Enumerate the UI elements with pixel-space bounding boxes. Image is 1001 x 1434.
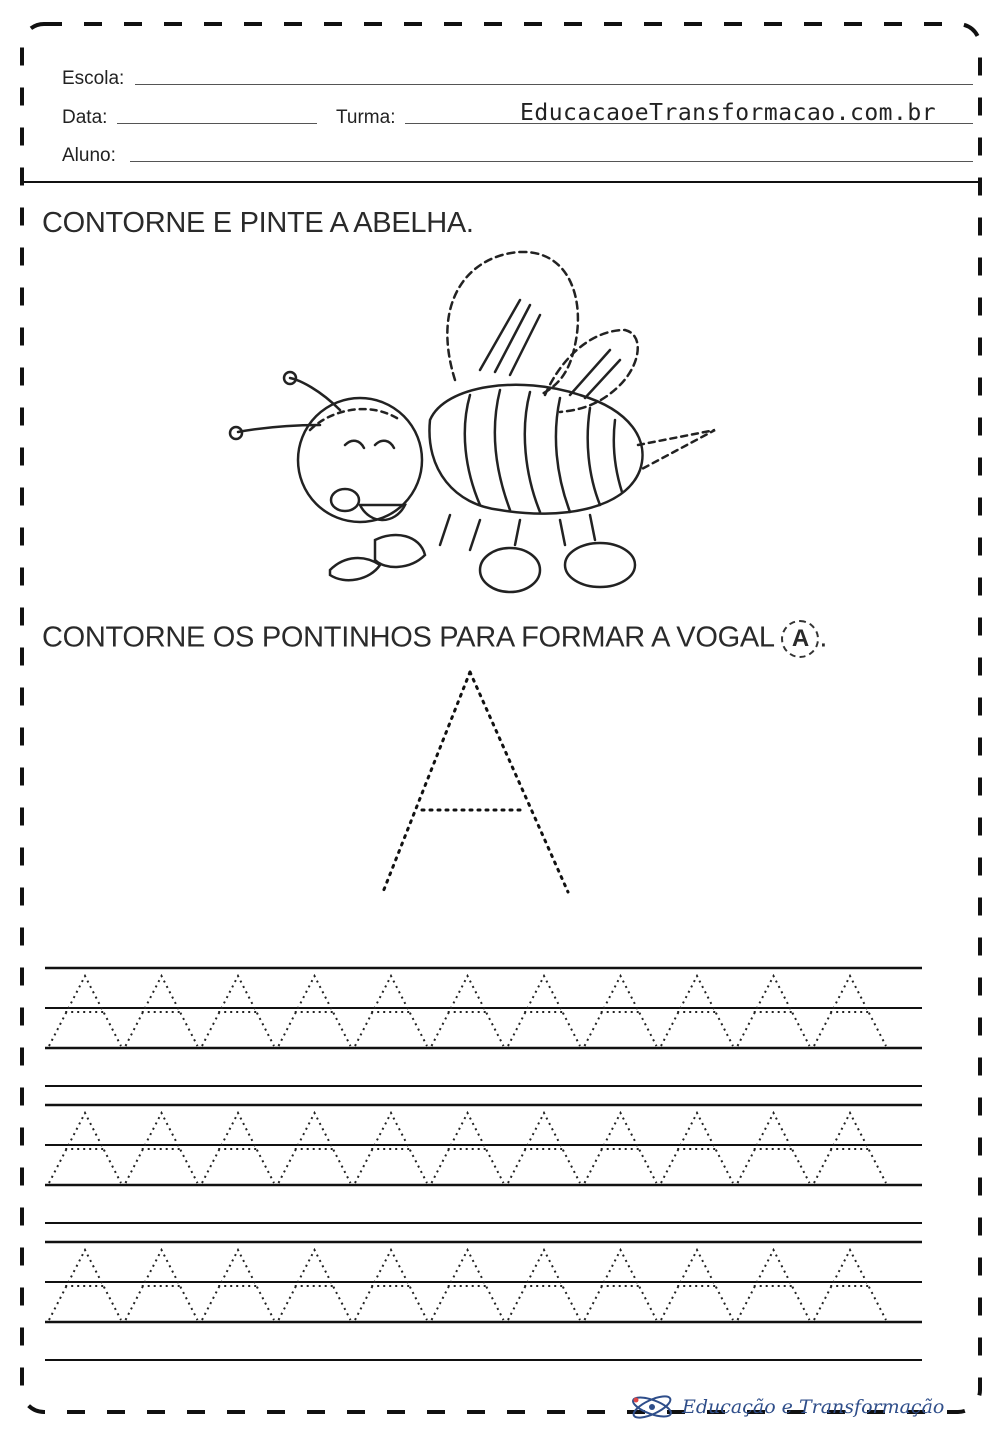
- dotted-letter-a[interactable]: [738, 976, 810, 1046]
- instruction-bee: CONTORNE E PINTE A ABELHA.: [42, 207, 474, 239]
- dotted-letter-a[interactable]: [279, 976, 351, 1046]
- dotted-letter-a[interactable]: [814, 1250, 886, 1320]
- dotted-letter-a[interactable]: [814, 976, 886, 1046]
- dotted-letter-a[interactable]: [814, 1113, 886, 1183]
- dotted-letter-a[interactable]: [126, 976, 198, 1046]
- dotted-letter-a[interactable]: [202, 1113, 274, 1183]
- dotted-letter-a[interactable]: [355, 1113, 427, 1183]
- dotted-letter-a[interactable]: [279, 1113, 351, 1183]
- website-url: EducacaoeTransformacao.com.br: [520, 100, 937, 126]
- dotted-letter-a[interactable]: [661, 1113, 733, 1183]
- dotted-letter-a[interactable]: [49, 976, 121, 1046]
- dotted-letter-a[interactable]: [49, 1113, 121, 1183]
- dotted-letter-a[interactable]: [661, 976, 733, 1046]
- dotted-letter-a[interactable]: [202, 1250, 274, 1320]
- dotted-letter-a[interactable]: [738, 1250, 810, 1320]
- dotted-letter-a[interactable]: [126, 1113, 198, 1183]
- practice-row[interactable]: [45, 1242, 922, 1360]
- dotted-letter-a[interactable]: [585, 1250, 657, 1320]
- dotted-letter-a[interactable]: [508, 1113, 580, 1183]
- instruction-period: .: [819, 621, 828, 654]
- dotted-letter-a[interactable]: [738, 1113, 810, 1183]
- instruction-vowel-text: CONTORNE OS PONTINHOS PARA FORMAR A VOGAL: [42, 621, 774, 654]
- dotted-letter-a[interactable]: [355, 1250, 427, 1320]
- dotted-letter-a[interactable]: [355, 976, 427, 1046]
- dotted-letter-a[interactable]: [585, 976, 657, 1046]
- practice-row[interactable]: [45, 1105, 922, 1223]
- dotted-letter-a[interactable]: [508, 976, 580, 1046]
- class-label: Turma:: [336, 107, 396, 128]
- dotted-letter-a[interactable]: [279, 1250, 351, 1320]
- dotted-letter-a[interactable]: [49, 1250, 121, 1320]
- dotted-letter-a[interactable]: [432, 1250, 504, 1320]
- student-label: Aluno:: [62, 145, 116, 166]
- dotted-letter-a[interactable]: [585, 1113, 657, 1183]
- dotted-letter-a[interactable]: [508, 1250, 580, 1320]
- dotted-letter-a[interactable]: [202, 976, 274, 1046]
- dotted-letter-a[interactable]: [661, 1250, 733, 1320]
- vowel-badge: A: [781, 620, 819, 658]
- footer-brand: [630, 1390, 944, 1424]
- practice-row[interactable]: [45, 968, 922, 1086]
- dotted-letter-a[interactable]: [432, 976, 504, 1046]
- school-label: Escola:: [62, 68, 125, 89]
- atom-logo-icon: [630, 1390, 674, 1424]
- dotted-letter-a[interactable]: [126, 1250, 198, 1320]
- footer-brand-text: Educação e Transformação: [682, 1396, 945, 1418]
- date-label: Data:: [62, 107, 108, 128]
- dotted-letter-a[interactable]: [432, 1113, 504, 1183]
